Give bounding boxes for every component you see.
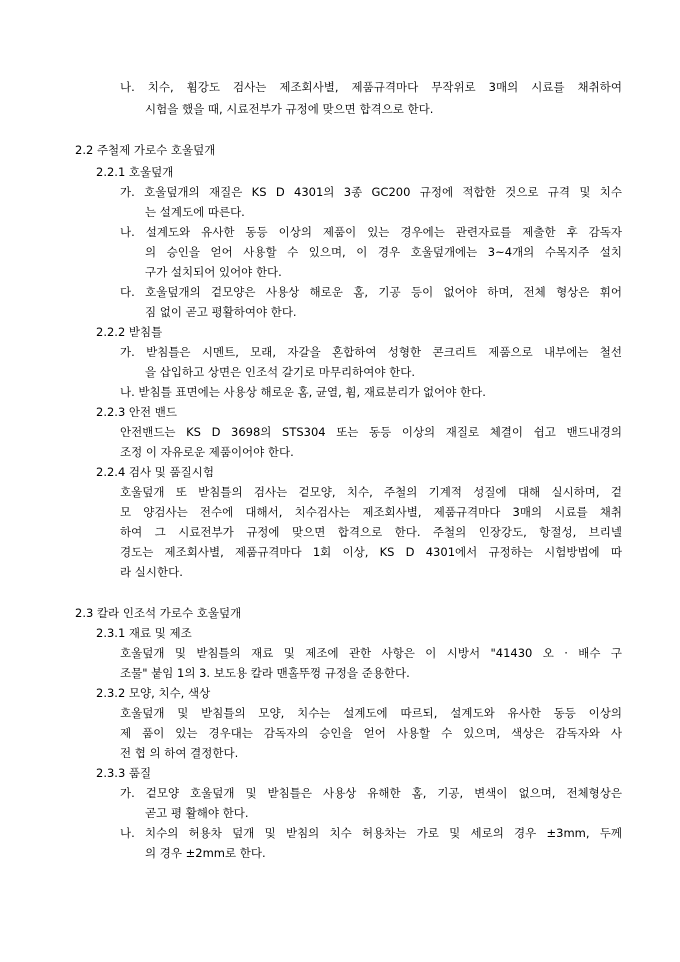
subsection-heading: 2.3.1 재료 및 제조 xyxy=(96,626,192,640)
text-line: 모 양검사는 전수에 대해서, 치수검사는 제조회사별, 제품규격마다 3매의 시료를 채취 xyxy=(120,505,622,519)
text-line: 다. 호울덮개의 겉모양은 사용상 해로운 홈, 기공 등이 없어야 하며, 전체 형상은 휘어 xyxy=(120,285,622,299)
text-line: 조정 이 자유로운 제품이어야 한다. xyxy=(120,445,294,459)
text-line: 경도는 제조회사별, 제품규격마다 1회 이상, KS D 4301에서 규정하는 시험방법에 따 xyxy=(120,545,622,559)
text-line: 나. 치수의 허용차 덮개 및 받침의 치수 허용차는 가로 및 세로의 경우 ±3mm, 두께 xyxy=(120,826,622,840)
text-line: 가. 받침틀은 시멘트, 모래, 자갈을 혼합하여 성형한 콘크리트 제품으로 내부에는 철선 xyxy=(120,345,622,359)
subsection-heading: 2.3.3 품질 xyxy=(96,766,152,780)
text-line: 라 실시한다. xyxy=(120,565,183,579)
section-heading: 2.3 칼라 인조석 가로수 호울덮개 xyxy=(75,606,242,620)
text-line: 안전밴드는 KS D 3698의 STS304 또는 동등 이상의 재질로 체결이 쉽고 밴드내경의 xyxy=(120,425,622,439)
text-line: 시험을 했을 때, 시료전부가 규정에 맞으면 합격으로 한다. xyxy=(145,102,434,116)
subsection-heading: 2.2.4 검사 및 품질시험 xyxy=(96,465,214,479)
text-line: 곧고 평 활해야 한다. xyxy=(145,806,249,820)
section-heading: 2.2 주철제 가로수 호울덮개 xyxy=(75,143,216,157)
text-line: 나. 설계도와 유사한 동등 이상의 제품이 있는 경우에는 관련자료를 제출한 후 감독자 xyxy=(120,225,622,239)
text-line: 는 설계도에 따른다. xyxy=(145,205,245,219)
text-line: 호울덮개 및 받침틀의 재료 및 제조에 관한 사항은 이 시방서 "41430 오 · 배수 구 xyxy=(120,646,622,660)
text-line: 의 경우 ±2mm로 한다. xyxy=(145,846,266,860)
text-line: 의 승인을 얻어 사용할 수 있으며, 이 경우 호울덮개에는 3~4개의 수목지주 설치 xyxy=(145,245,622,259)
text-line: 가. 호울덮개의 재질은 KS D 4301의 3종 GC200 규정에 적합한 것으로 규격 및 치수 xyxy=(120,185,622,199)
text-line: 조물" 붙임 1의 3. 보도용 칼라 맨홀뚜껑 규정을 준용한다. xyxy=(120,666,410,680)
text-line: 구가 설치되어 있어야 한다. xyxy=(145,265,282,279)
text-line: 나. 받침틀 표면에는 사용상 해로운 홈, 균열, 휨, 재료분리가 없어야 한다. xyxy=(120,385,486,399)
subsection-heading: 2.3.2 모양, 치수, 색상 xyxy=(96,686,211,700)
subsection-heading: 2.2.1 호울덮개 xyxy=(96,165,174,179)
text-line: 가. 겉모양 호울덮개 및 받침틀은 사용상 유해한 홈, 기공, 변색이 없으며, 전체형상은 xyxy=(120,786,622,800)
text-line: 짐 없이 곧고 평활하여야 한다. xyxy=(145,305,297,319)
text-line: 호울덮개 또 받침틀의 검사는 겉모양, 치수, 주철의 기계적 성질에 대해 실시하며, 겉 xyxy=(120,485,622,499)
text-line: 하여 그 시료전부가 규정에 맞으면 합격으로 한다. 주철의 인장강도, 항절성, 브리넬 xyxy=(120,525,622,539)
text-line: 제 품이 있는 경우대는 감독자의 승인을 얻어 사용할 수 있으며, 색상은 감독자와 사 xyxy=(120,726,622,740)
text-line: 전 협 의 하여 결정한다. xyxy=(120,746,239,760)
subsection-heading: 2.2.2 받침틀 xyxy=(96,325,163,339)
text-line: 호울덮개 및 받침틀의 모양, 치수는 설계도에 따르되, 설계도와 유사한 동등 이상의 xyxy=(120,706,622,720)
subsection-heading: 2.2.3 안전 밴드 xyxy=(96,405,178,419)
text-line: 나. 치수, 휨강도 검사는 제조회사별, 제품규격마다 무작위로 3매의 시료를 채취하여 xyxy=(120,80,622,94)
text-line: 을 삽입하고 상면은 인조석 갈기로 마무리하여야 한다. xyxy=(145,365,415,379)
